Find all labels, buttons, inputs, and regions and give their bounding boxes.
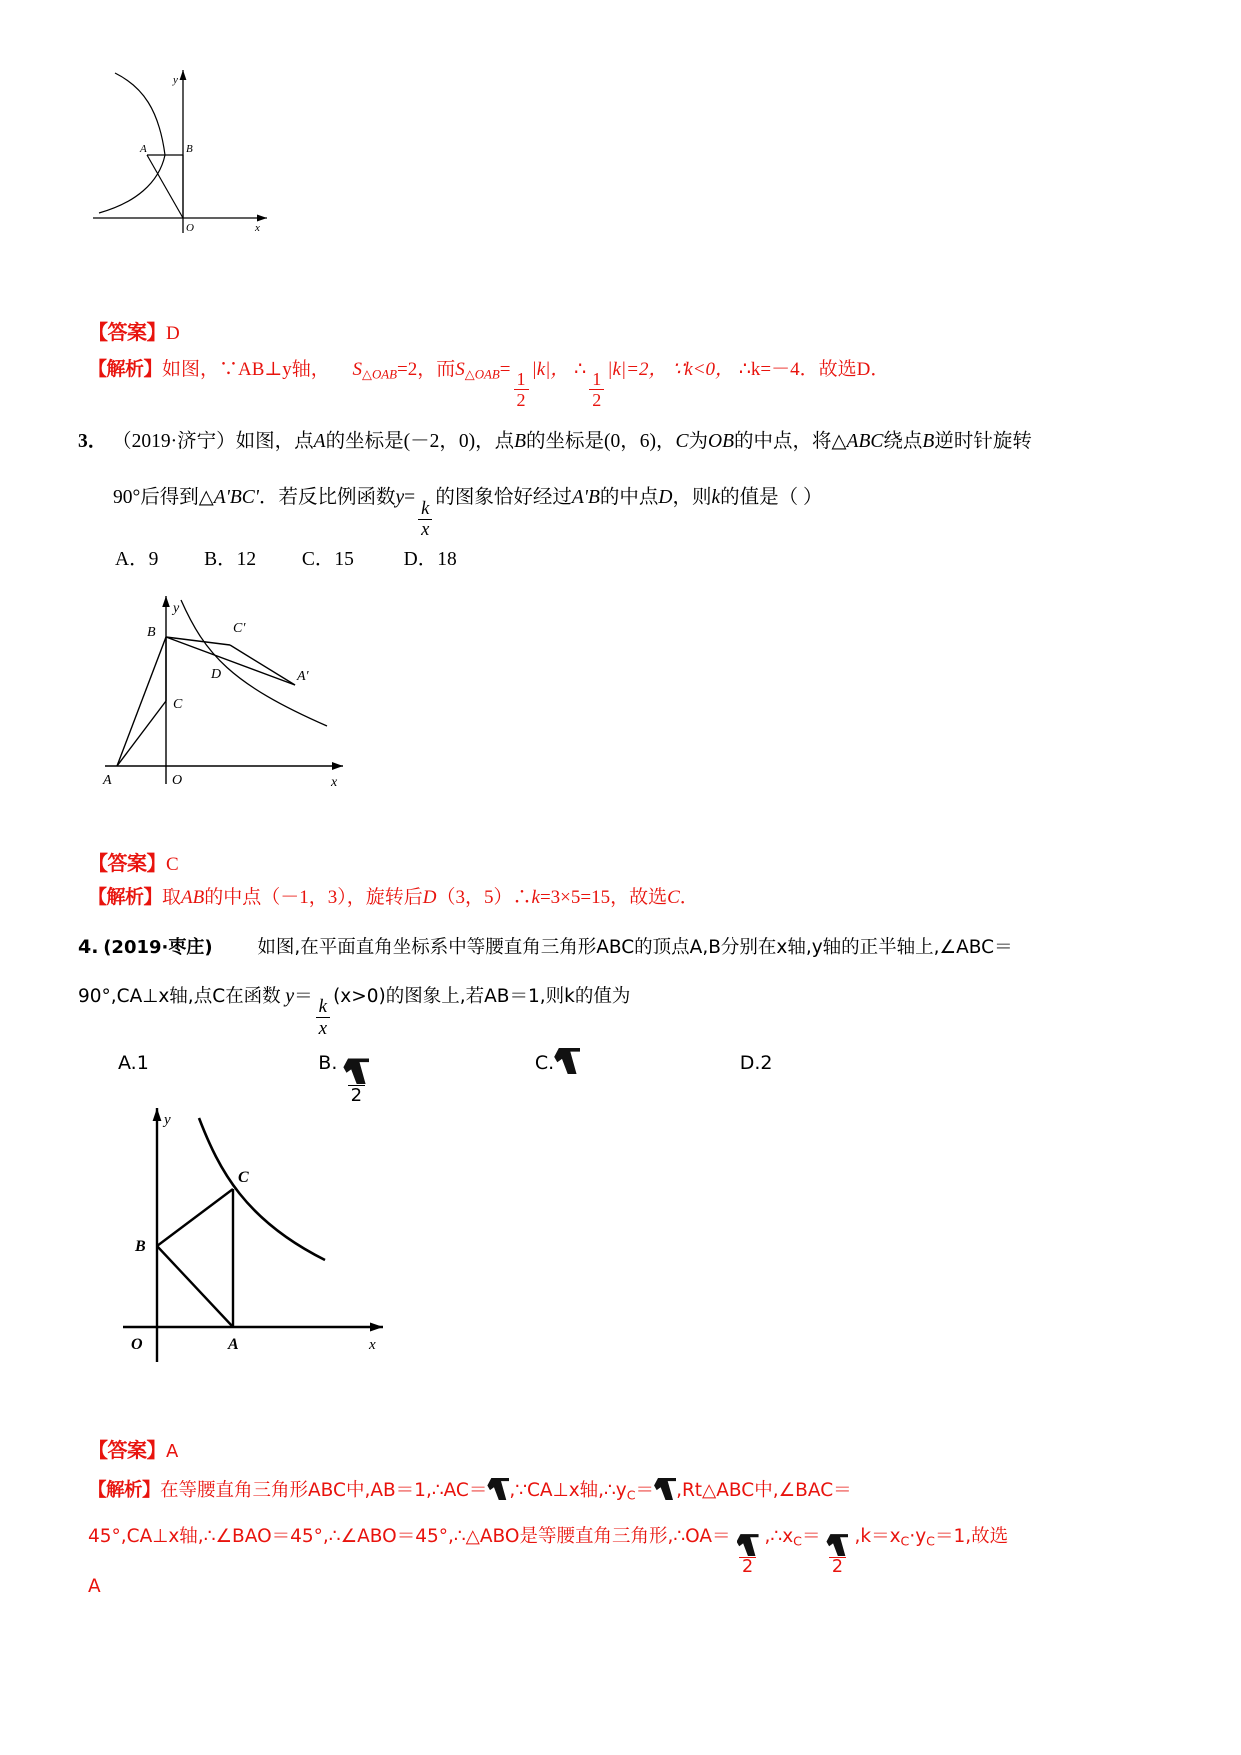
q2-abs-k2: |k|=2， bbox=[607, 359, 668, 380]
sqrt-two-icon bbox=[734, 1534, 762, 1557]
q2-eq2: = bbox=[499, 359, 511, 380]
q4-sol-l1b: ,∵CA⊥x轴,∴y bbox=[509, 1480, 627, 1501]
q2-frac2-num: 1 bbox=[592, 369, 602, 390]
q3-l2-y: y bbox=[395, 487, 405, 508]
q4-frac-den: x bbox=[316, 1017, 330, 1038]
q4-option-b-den: 2 bbox=[348, 1085, 365, 1105]
figure3-label-A: A bbox=[103, 773, 112, 788]
q3-solution-tag: 【解析】 bbox=[88, 886, 163, 908]
q4-sol-l2f: ＝1,故选 bbox=[934, 1526, 1009, 1547]
q3-option-a-letter: A． bbox=[115, 549, 149, 570]
figure3-label-y: y bbox=[173, 601, 180, 616]
q3-option-d[interactable] bbox=[404, 549, 457, 570]
q3-l1g: 逆时针旋转 bbox=[934, 431, 1032, 452]
q3-l1-C: C bbox=[675, 431, 689, 452]
q3-sol-AB: AB bbox=[181, 887, 205, 908]
q4-l2-eq: ＝ bbox=[294, 986, 313, 1007]
q2-s-symbol2: S bbox=[455, 359, 465, 380]
q2-answer-value: D bbox=[166, 323, 180, 344]
figure-question3 bbox=[95, 588, 385, 808]
q2-because2: ∵k<0， bbox=[672, 359, 735, 380]
q4-sol-fraction-2 bbox=[823, 1534, 851, 1577]
sqrt-two-icon bbox=[823, 1534, 851, 1557]
q3-option-c[interactable] bbox=[302, 549, 354, 570]
q4-stem-line1 bbox=[78, 938, 1013, 958]
figure3-label-C: C bbox=[173, 697, 183, 712]
q3-option-b-letter: B． bbox=[204, 549, 237, 570]
q3-sol-D: D bbox=[422, 887, 437, 908]
q4-options bbox=[118, 1048, 772, 1105]
q4-option-a[interactable] bbox=[118, 1052, 149, 1074]
sqrt-two-icon bbox=[487, 1478, 509, 1500]
q4-sol-l2-den2: 2 bbox=[829, 1557, 846, 1577]
q3-option-c-letter: C． bbox=[301, 549, 335, 570]
q3-sol-k: k bbox=[531, 887, 540, 908]
q3-option-a-value: 9 bbox=[148, 549, 159, 570]
q3-frac-num: k bbox=[421, 497, 430, 519]
q4-option-a-value: 1 bbox=[136, 1052, 149, 1074]
q4-solution-line3 bbox=[88, 1578, 101, 1597]
q4-answer-value: A bbox=[166, 1441, 179, 1462]
q3-l1-ABC: ABC bbox=[846, 431, 884, 452]
q3-stem-line2 bbox=[113, 488, 823, 540]
q4-sol-l1a: 在等腰直角三角形ABC中,AB＝1,∴AC＝ bbox=[160, 1480, 488, 1501]
q4-sol-l2-den: 2 bbox=[739, 1557, 756, 1577]
q4-sol-l1-sub: C bbox=[626, 1487, 636, 1503]
q3-option-c-value: 15 bbox=[334, 549, 354, 570]
q2-frac2-den: 2 bbox=[589, 389, 604, 409]
q4-option-b-letter: B. bbox=[318, 1052, 338, 1074]
figure-question4-svg bbox=[95, 1100, 415, 1370]
sqrt-two-icon bbox=[654, 1478, 676, 1500]
figure3-label-x: x bbox=[331, 775, 338, 790]
q3-l2-D: D bbox=[658, 487, 673, 508]
q3-l2c: 的图象恰好经过 bbox=[435, 487, 572, 508]
q3-sol-b: 的中点（－1，3），旋转后 bbox=[204, 887, 423, 908]
q4-sol-l2b: ,∴x bbox=[764, 1526, 794, 1547]
q3-option-d-value: 18 bbox=[437, 549, 457, 570]
q3-l2f: 的值是（ ） bbox=[720, 487, 823, 508]
q3-stem-line1 bbox=[78, 432, 1032, 452]
q4-sol-l2a: 45°,CA⊥x轴,∴∠BAO＝45°,∴∠ABO＝45°,∴△ABO是等腰直角三角形,∴OA＝ bbox=[88, 1526, 731, 1547]
q3-l1-B2: B bbox=[922, 431, 935, 452]
q3-fraction-kx bbox=[418, 497, 432, 541]
q4-sol-l2-sub: C bbox=[793, 1533, 802, 1549]
figure2-label-O: O bbox=[186, 222, 194, 234]
q3-l2-k: k bbox=[711, 487, 721, 508]
figure-question2-svg bbox=[85, 55, 275, 245]
q4-option-d-value: 2 bbox=[760, 1052, 773, 1074]
figure3-label-O: O bbox=[172, 773, 183, 788]
q2-frac1-den: 2 bbox=[514, 389, 529, 409]
q3-option-b[interactable] bbox=[204, 549, 256, 570]
q3-l1c: 的坐标是(0，6)， bbox=[526, 431, 676, 452]
figure2-label-x: x bbox=[255, 222, 260, 234]
figure-question3-svg bbox=[95, 588, 385, 808]
q4-fraction-kx bbox=[316, 997, 330, 1038]
q3-solution-line bbox=[88, 888, 699, 907]
figure4-label-A: A bbox=[228, 1336, 239, 1353]
q3-l1-B: B bbox=[514, 431, 526, 452]
figure3-label-A-prime: A′ bbox=[297, 669, 309, 684]
figure4-label-x: x bbox=[369, 1337, 376, 1353]
q4-option-c[interactable] bbox=[535, 1052, 580, 1074]
q3-l2e: ，则 bbox=[672, 487, 712, 508]
q4-l1: 如图,在平面直角坐标系中等腰直角三角形ABC的顶点A,B分别在x轴,y轴的正半轴上,∠ABC＝ bbox=[257, 937, 1013, 958]
q2-because1: ∴ bbox=[574, 359, 587, 380]
q3-source: （2019·济宁） bbox=[112, 431, 236, 452]
q4-option-c-letter: C. bbox=[534, 1052, 555, 1074]
q4-sol-l2-sub2: C bbox=[900, 1533, 910, 1549]
q4-sol-l2d: ,k＝x bbox=[854, 1526, 901, 1547]
q4-option-d[interactable] bbox=[740, 1052, 773, 1074]
figure-question2 bbox=[85, 55, 275, 245]
q2-answer-line bbox=[88, 322, 180, 343]
q3-l1b: 的坐标是(－2，0)，点 bbox=[325, 431, 515, 452]
q3-l2-AB: A'B bbox=[571, 487, 600, 508]
solution-tag: 【解析】 bbox=[88, 358, 163, 380]
q3-frac-den: x bbox=[418, 519, 432, 540]
q3-sol-c: （3，5）∴ bbox=[436, 887, 532, 908]
q4-solution-tag: 【解析】 bbox=[88, 1480, 161, 1501]
q3-l1-A: A bbox=[313, 431, 326, 452]
q4-option-b[interactable] bbox=[318, 1052, 375, 1107]
q3-option-a[interactable] bbox=[115, 549, 158, 570]
q4-number: 4. bbox=[78, 936, 99, 958]
q4-sol-l2-sub3: C bbox=[926, 1533, 935, 1549]
q2-solution-part1: 如图，∵AB⊥y轴， bbox=[162, 359, 330, 380]
q2-fraction-1 bbox=[514, 370, 529, 409]
q4-solution-line1 bbox=[88, 1478, 852, 1502]
q3-sol-C: C bbox=[667, 887, 680, 908]
figure3-label-D: D bbox=[211, 667, 222, 682]
q3-l2-eq: = bbox=[404, 487, 416, 508]
figure4-label-C: C bbox=[238, 1169, 249, 1186]
q3-l2a: 90°后得到△ bbox=[113, 487, 214, 508]
q4-l2b: (x>0)的图象上,若AB＝1,则k的值为 bbox=[333, 986, 631, 1007]
q4-sol-l1d: ,Rt△ABC中,∠BAC＝ bbox=[676, 1480, 852, 1501]
q2-conclusion: ∴k=－4．故选D． bbox=[738, 359, 890, 380]
q2-s-sub2: △OAB bbox=[464, 366, 500, 382]
q3-sol-e: ． bbox=[679, 887, 699, 908]
q4-solution-line2 bbox=[88, 1528, 1008, 1577]
figure3-label-C-prime: C′ bbox=[233, 621, 246, 636]
q2-frac1-num: 1 bbox=[516, 369, 526, 390]
q3-answer-line bbox=[88, 853, 179, 874]
figure2-label-y: y bbox=[173, 74, 178, 86]
q3-l2-triangle: A'BC' bbox=[213, 487, 259, 508]
q4-sol-fraction-1 bbox=[734, 1534, 762, 1577]
q2-eq1: =2，而 bbox=[397, 359, 456, 380]
q2-fraction-2 bbox=[589, 370, 604, 409]
q2-abs-k1: |k|， bbox=[531, 359, 570, 380]
q4-source: (2019·枣庄) bbox=[103, 937, 213, 958]
q4-l2a: 90°,CA⊥x轴,点C在函数 bbox=[78, 986, 281, 1007]
q3-l1a: 如图，点 bbox=[235, 431, 314, 452]
q3-l1d: 为 bbox=[688, 431, 709, 452]
q2-solution-line bbox=[88, 360, 889, 410]
q4-l2-y: y bbox=[285, 985, 295, 1007]
q2-s-sub1: △OAB bbox=[362, 366, 398, 382]
q4-option-b-fraction bbox=[340, 1058, 372, 1105]
q4-option-d-letter: D. bbox=[739, 1052, 761, 1074]
figure-question4 bbox=[95, 1100, 415, 1370]
figure3-label-B: B bbox=[147, 625, 156, 640]
q3-option-b-value: 12 bbox=[236, 549, 257, 570]
sqrt-two-icon bbox=[340, 1058, 372, 1085]
q3-sol-a: 取 bbox=[162, 887, 182, 908]
answer-tag: 【答案】 bbox=[88, 320, 166, 344]
q4-answer-tag: 【答案】 bbox=[88, 1438, 166, 1462]
q4-option-a-letter: A. bbox=[118, 1052, 137, 1074]
q3-number: 3． bbox=[78, 431, 108, 452]
q4-sol-l2c: ＝ bbox=[801, 1526, 821, 1547]
figure2-label-B: B bbox=[186, 143, 193, 155]
q3-sol-d: =3×5=15，故选 bbox=[539, 887, 668, 908]
q2-s-symbol: S bbox=[352, 359, 363, 380]
q4-frac-num: k bbox=[318, 996, 328, 1018]
q3-l1-OB: OB bbox=[708, 431, 735, 452]
q3-l2b: ．若反比例函数 bbox=[258, 487, 396, 508]
figure4-label-y: y bbox=[164, 1112, 171, 1128]
q3-options bbox=[115, 550, 457, 570]
q3-option-d-letter: D． bbox=[403, 549, 438, 570]
q3-l1f: 绕点 bbox=[883, 431, 923, 452]
q4-sol-l3: A bbox=[88, 1576, 101, 1597]
q4-sol-l1c: ＝ bbox=[635, 1480, 655, 1501]
figure4-label-O: O bbox=[131, 1336, 143, 1353]
q3-l2d: 的中点 bbox=[599, 487, 659, 508]
q3-l1e: 的中点，将△ bbox=[734, 431, 847, 452]
sqrt-two-icon bbox=[554, 1048, 580, 1074]
q4-stem-line2 bbox=[78, 986, 630, 1038]
figure2-label-A: A bbox=[140, 143, 147, 155]
q3-answer-tag: 【答案】 bbox=[88, 851, 166, 875]
q3-answer-value: C bbox=[166, 854, 179, 875]
q4-sol-l2e: ·y bbox=[909, 1526, 927, 1547]
figure4-label-B: B bbox=[135, 1238, 146, 1255]
q4-answer-line bbox=[88, 1440, 178, 1461]
